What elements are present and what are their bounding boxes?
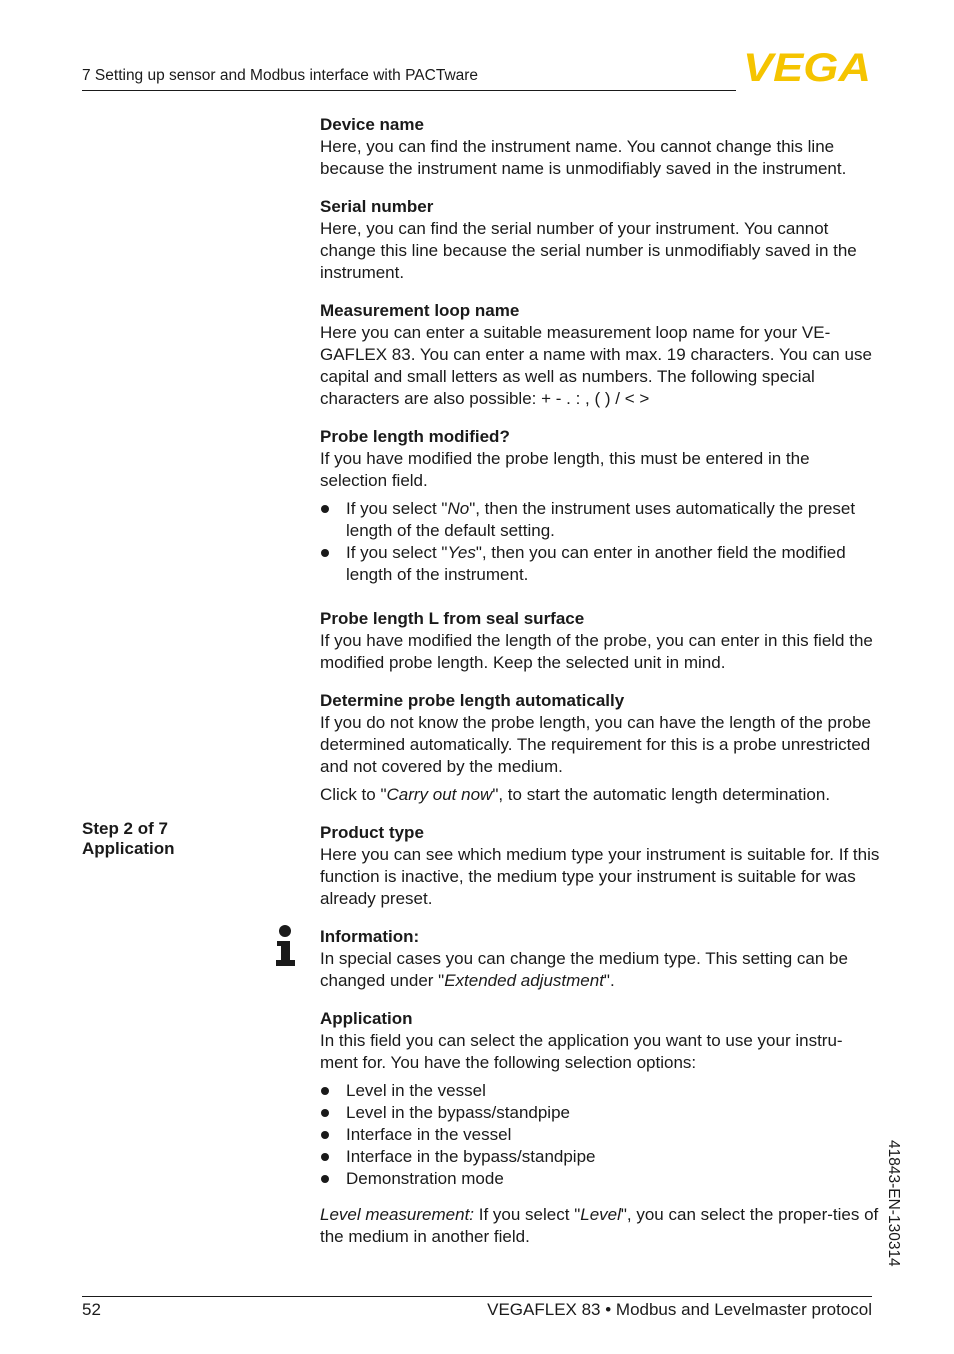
footer-rule (82, 1296, 872, 1297)
main-content (320, 114, 880, 1264)
list-item: Interface in the vessel (320, 1124, 880, 1146)
list-item: If you select "No", then the instrument uses automatically the preset length of the default setting. (320, 498, 880, 542)
section-text-2: Click to "Carry out now", to start the automatic length determination. (320, 785, 831, 804)
bullet-list (320, 498, 880, 586)
section-title: Application (320, 1009, 413, 1028)
section-product-type (320, 822, 880, 910)
list-item: Level in the bypass/standpipe (320, 1102, 880, 1124)
section-title: Device name (320, 115, 424, 134)
section-title: Determine probe length automatically (320, 691, 625, 710)
section-title: Probe length L from seal surface (320, 609, 585, 628)
section-determine-probe-length (320, 690, 880, 806)
vega-logo (742, 50, 872, 84)
section-text: If you have modified the probe length, this must be entered in the selection field. (320, 449, 810, 490)
page-number: 52 (82, 1300, 101, 1319)
vega-logo-graphic (742, 50, 872, 84)
footer-title: VEGAFLEX 83 • Modbus and Levelmaster protocol (487, 1300, 872, 1319)
section-text: Here, you can find the serial number of your instrument. You cannot change this line because the serial number is unmodifiably saved in the instrument. (320, 219, 857, 282)
section-text: If you have modified the length of the probe, you can enter in this field the modified probe length. Keep the selected unit in mind. (320, 631, 873, 672)
list-item: Level in the vessel (320, 1080, 880, 1102)
section-text: Here you can see which medium type your instrument is suitable for. If this function is inactive, the medium type your instrument is suitable for was already preset. (320, 845, 880, 908)
section-text: In this field you can select the application you want to use your instru-ment for. You have the following selection options: (320, 1031, 843, 1072)
svg-text:VEGA: VEGA (743, 50, 871, 84)
section-title: Serial number (320, 197, 434, 216)
section-probe-length-l (320, 608, 880, 674)
info-icon (274, 924, 296, 968)
section-title: Product type (320, 823, 424, 842)
step-name: Application (82, 839, 175, 858)
section-title: Probe length modified? (320, 427, 510, 446)
section-measurement-loop-name (320, 300, 880, 410)
section-device-name (320, 114, 880, 180)
section-probe-length-modified (320, 426, 880, 586)
section-title: Measurement loop name (320, 301, 520, 320)
section-information-note (320, 926, 880, 992)
section-text: If you do not know the probe length, you can have the length of the probe determined automatically. The requirement for this is a probe unrestricted and not covered by the medium. (320, 713, 872, 776)
step-number: Step 2 of 7 (82, 819, 168, 838)
step-label (82, 819, 175, 859)
running-header: 7 Setting up sensor and Modbus interface with PACTware (82, 67, 479, 84)
level-measurement-note: Level measurement: If you select "Level", you can select the proper-ties of the medium in another field. (320, 1205, 879, 1246)
section-text: Here, you can find the instrument name. You cannot change this line because the instrument name is unmodifiably saved in the instrument. (320, 137, 847, 178)
list-item: Interface in the bypass/standpipe (320, 1146, 880, 1168)
list-item: Demonstration mode (320, 1168, 880, 1190)
section-serial-number (320, 196, 880, 284)
option-list (320, 1080, 880, 1190)
list-item: If you select "Yes", then you can enter in another field the modified length of the instrument. (320, 542, 880, 586)
header-rule (82, 90, 736, 91)
section-text: Here you can enter a suitable measurement loop name for your VE-GAFLEX 83. You can enter a name with max. 19 characters. You can use capital and small letters as well as numbers. The following special characters are also possible: + - . : , ( ) / < > (320, 323, 872, 408)
section-title: Information: (320, 927, 420, 946)
section-application (320, 1008, 880, 1248)
document-code (880, 1140, 902, 1290)
section-text: In special cases you can change the medium type. This setting can be changed under "Extended adjustment". (320, 949, 848, 990)
document-code-text: 41843-EN-130314 (885, 1140, 902, 1267)
